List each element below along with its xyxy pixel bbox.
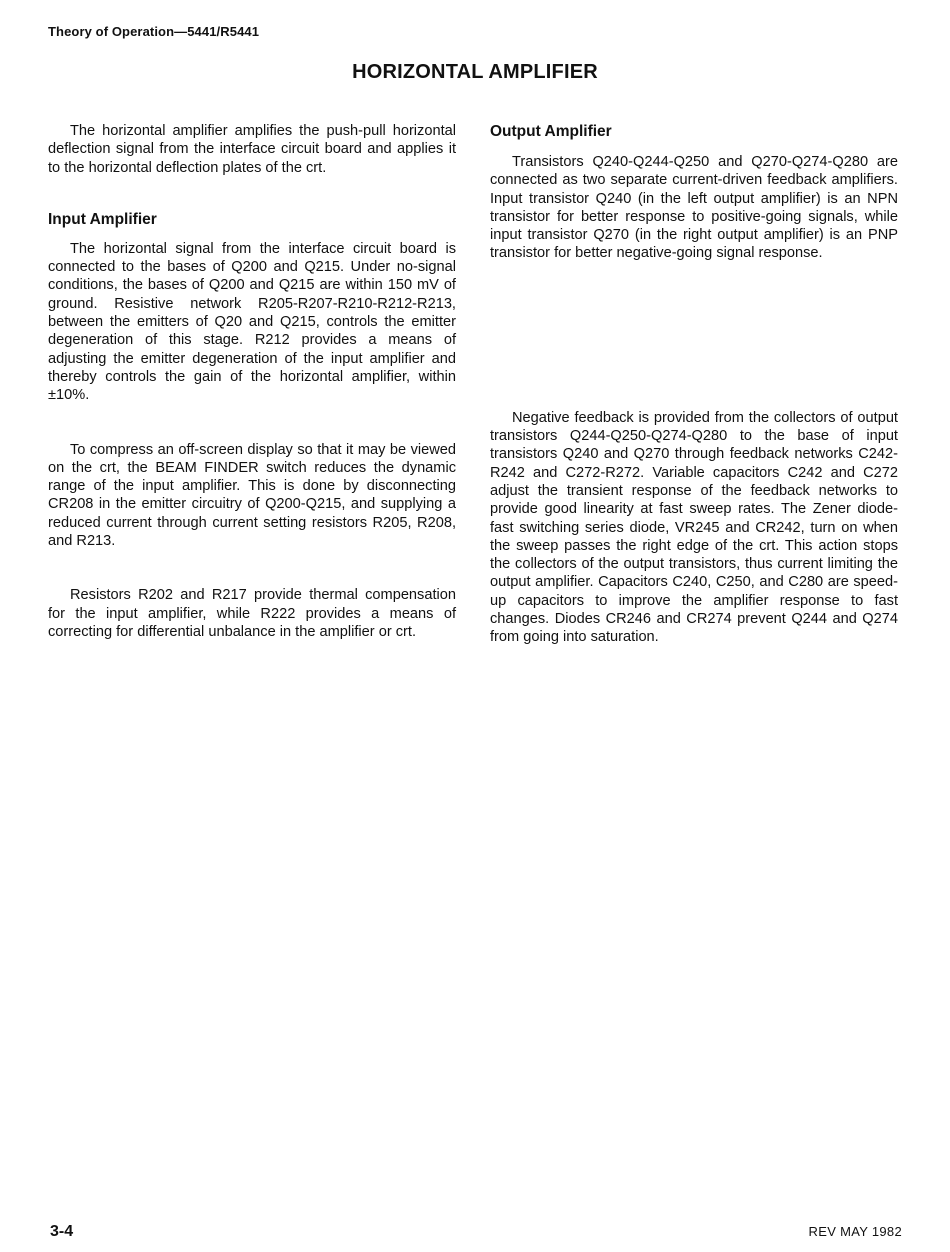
input-amplifier-paragraph-1: The horizontal signal from the interface circuit board is connected to the bases of Q200 and Q215. Under no-signal conditions, the bases of Q200 and Q215 are within 150 mV of ground. Resistive network R205-R207-R210-R212-R213, between the emitters of Q20 and Q215, controls the emitter degeneration of this stage. R212 provides a means of adjusting the emitter degeneration of the input amplifier and thereby controls the gain of the horizontal amplifier, within ±10%. — [48, 240, 456, 404]
page-number: 3-4 — [50, 1223, 74, 1240]
running-head: Theory of Operation—5441/R5441 — [48, 24, 260, 39]
page-title: HORIZONTAL AMPLIFIER — [352, 61, 598, 83]
output-amplifier-paragraph-1: Transistors Q240-Q244-Q250 and Q270-Q274-Q280 are connected as two separate current-driven feedback amplifiers. Input transistor Q240 (in the left output amplifier) is an NPN transistor for better response to positive-going signals, while input transistor Q270 (in the right output amplifier) is an PNP transistor for better negative-going signal response. — [490, 154, 898, 262]
left-column — [48, 122, 456, 641]
output-amplifier-paragraph-2: Negative feedback is provided from the collectors of output transistors Q244-Q250-Q274-Q280 to the base of input transistors Q240 and Q270 through feedback networks C242-R242 and C272-R272. Variable capacitors C242 and C272 adjust the transient response of the feedback networks to provide good linearity at fast sweep rates. The Zener diode-fast switching series diode, VR245 and CR242, turn on when the sweep passes the right edge of the crt. This action stops the collectors of the output transistors, thus current limiting the output amplifier. Capacitors C240, C250, and C280 are speed-up capacitors to improve the amplifier response to fast changes. Diodes CR246 and CR274 prevent Q244 and Q274 from going into saturation. — [490, 409, 898, 646]
revision-date: REV MAY 1982 — [808, 1224, 902, 1239]
right-column — [490, 122, 898, 647]
input-amplifier-heading: Input Amplifier — [48, 210, 157, 228]
input-amplifier-paragraph-2: To compress an off-screen display so that it may be viewed on the crt, the BEAM FINDER switch reduces the dynamic range of the input amplifier. This is done by disconnecting CR208 in the emitter circuitry of Q200-Q215, and supplying a reduced current through current setting resistors R205, R208, and R213. — [48, 441, 456, 550]
intro-paragraph: The horizontal amplifier amplifies the push-pull horizontal deflection signal from the interface circuit board and applies it to the horizontal deflection plates of the crt. — [48, 123, 456, 176]
output-amplifier-heading: Output Amplifier — [490, 123, 612, 140]
input-amplifier-paragraph-3: Resistors R202 and R217 provide thermal compensation for the input amplifier, while R222 provides a means of correcting for differential unbalance in the amplifier or crt. — [48, 587, 456, 640]
